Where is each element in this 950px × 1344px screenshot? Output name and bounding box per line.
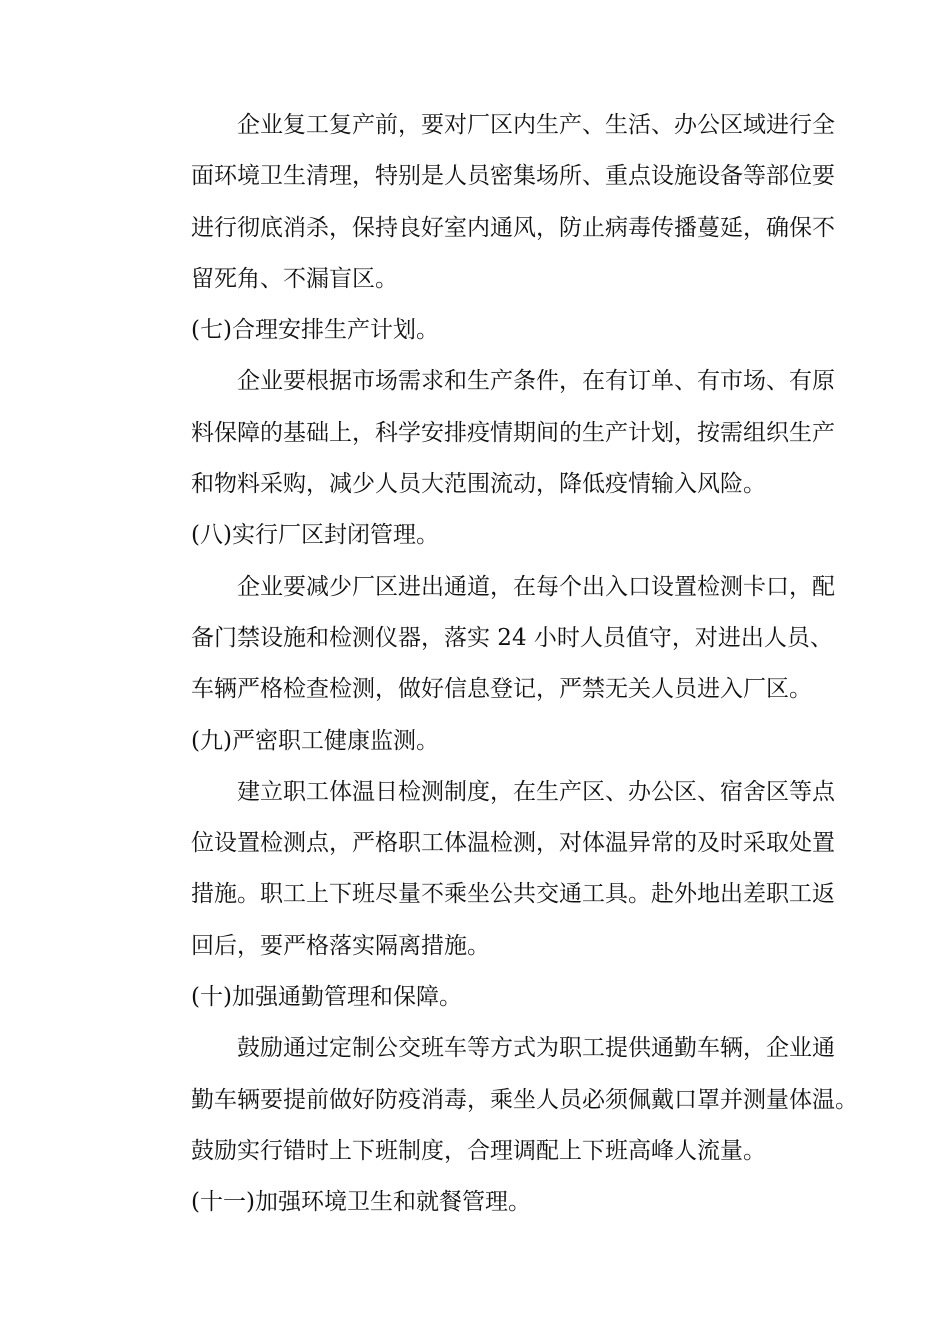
section-heading-9: (九)严密职工健康监测。 xyxy=(191,727,439,754)
text-line: 企业要减少厂区进出通道，在每个出入口设置检测卡口，配 xyxy=(237,573,835,600)
text-line: 鼓励通过定制公交班车等方式为职工提供通勤车辆，企业通 xyxy=(237,1035,835,1062)
text-line: 位设置检测点，严格职工体温检测，对体温异常的及时采取处置 xyxy=(191,830,835,857)
text-line: 料保障的基础上，科学安排疫情期间的生产计划，按需组织生产 xyxy=(191,419,835,446)
text-line: 措施。职工上下班尽量不乘坐公共交通工具。赴外地出差职工返 xyxy=(191,881,835,908)
paragraph-closed-management xyxy=(145,562,835,716)
text-line: 企业要根据市场需求和生产条件，在有订单、有市场、有原 xyxy=(237,368,835,395)
document-body xyxy=(145,100,858,1229)
text-line: 鼓励实行错时上下班制度，合理调配上下班高峰人流量。 xyxy=(191,1137,766,1164)
text-line: 建立职工体温日检测制度，在生产区、办公区、宿舍区等点 xyxy=(237,778,835,805)
text-line: 面环境卫生清理，特别是人员密集场所、重点设施设备等部位要 xyxy=(191,163,835,190)
text-line: 备门禁设施和检测仪器，落实 24 小时人员值守，对进出人员、 xyxy=(191,624,833,651)
text-line: 企业复工复产前，要对厂区内生产、生活、办公区域进行全 xyxy=(237,112,835,138)
text-line: 回后，要严格落实隔离措施。 xyxy=(191,932,490,959)
text-line: 车辆严格检查检测，做好信息登记，严禁无关人员进入厂区。 xyxy=(191,676,812,703)
section-heading-7: (七)合理安排生产计划。 xyxy=(191,317,439,344)
text-line: 留死角、不漏盲区。 xyxy=(191,265,398,292)
text-line: 和物料采购，减少人员大范围流动，降低疫情输入风险。 xyxy=(191,471,766,498)
text-line: 勤车辆要提前做好防疫消毒，乘坐人员必须佩戴口罩并测量体温。 xyxy=(191,1086,858,1113)
paragraph-health-monitoring xyxy=(145,767,835,972)
text-line: 进行彻底消杀，保持良好室内通风，防止病毒传播蔓延，确保不 xyxy=(191,214,835,241)
paragraph-disinfection xyxy=(145,100,835,305)
section-heading-8: (八)实行厂区封闭管理。 xyxy=(191,522,439,549)
section-heading-11: (十一)加强环境卫生和就餐管理。 xyxy=(191,1189,531,1216)
section-heading-10: (十)加强通勤管理和保障。 xyxy=(191,984,462,1011)
paragraph-production-plan xyxy=(145,356,835,510)
paragraph-commute xyxy=(145,1023,858,1177)
